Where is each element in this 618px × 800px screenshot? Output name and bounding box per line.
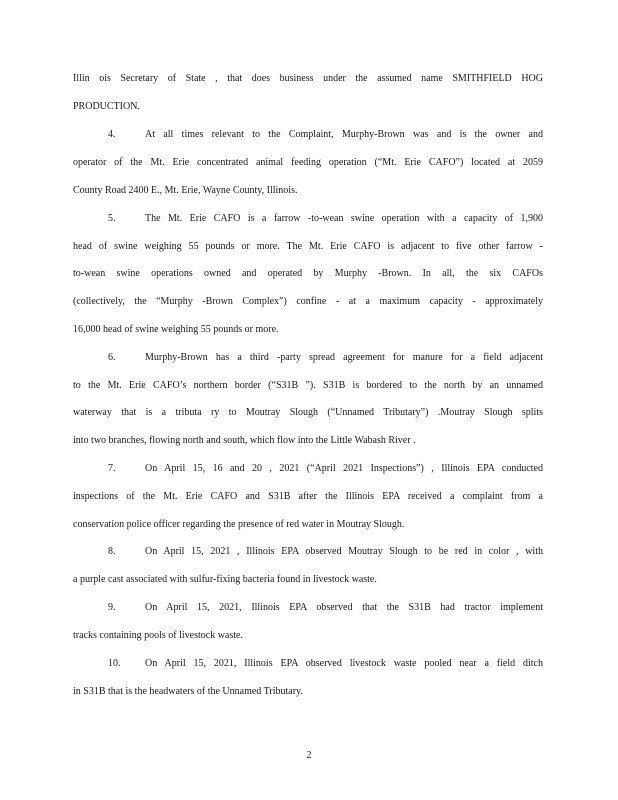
text-line: to-wean swine operations owned and operated by Murphy -Brown. In all, the six CAFOs <box>73 268 543 279</box>
text-line: inspections of the Mt. Erie CAFO and S31B after the Illinois EPA received a complaint from a <box>73 491 543 502</box>
paragraph-first-line: At all times relevant to the Complaint, Murphy-Brown was and is the owner and <box>145 129 543 140</box>
page-number: 2 <box>306 750 312 761</box>
text-line: tracks containing pools of livestock waste. <box>73 630 243 641</box>
paragraph-number: 9. <box>108 602 116 613</box>
paragraph-first-line: On April 15, 2021, Illinois EPA observed livestock waste pooled near a field ditch <box>145 658 543 669</box>
text-line: to the Mt. Erie CAFO’s northern border (“S31B ”). S31B is bordered to the north by an unnamed <box>73 380 543 391</box>
text-line: (collectively, the “Murphy -Brown Complex”) confine - at a maximum capacity - approximately <box>73 296 543 307</box>
text-line: into two branches, flowing north and south, which flow into the Little Wabash River . <box>73 435 416 446</box>
text-line: in S31B that is the headwaters of the Unnamed Tributary. <box>73 686 303 697</box>
paragraph-first-line: On April 15, 16 and 20 , 2021 (“April 2021 Inspections”) , Illinois EPA conducted <box>145 463 543 474</box>
text-line: operator of the Mt. Erie concentrated animal feeding operation (“Mt. Erie CAFO”) located at 2059 <box>73 157 543 168</box>
paragraph-number: 8. <box>108 546 116 557</box>
text-line: PRODUCTION. <box>73 101 140 112</box>
paragraph-first-line: Murphy-Brown has a third -party spread agreement for manure for a field adjacent <box>145 352 543 363</box>
paragraph-number: 10. <box>108 658 121 669</box>
text-line: 16,000 head of swine weighing 55 pounds or more. <box>73 324 279 335</box>
paragraph-number: 5. <box>108 213 116 224</box>
paragraph-number: 7. <box>108 463 116 474</box>
text-line: Illin ois Secretary of State , that does business under the assumed name SMITHFIELD HOG <box>73 73 543 84</box>
paragraph-first-line: On April 15, 2021 , Illinois EPA observed Moutray Slough to be red in color , with <box>145 546 543 557</box>
text-line: head of swine weighing 55 pounds or more. The Mt. Erie CAFO is adjacent to five other farrow - <box>73 241 543 252</box>
paragraph-number: 6. <box>108 352 116 363</box>
text-line: conservation police officer regarding the presence of red water in Moutray Slough. <box>73 519 405 530</box>
paragraph-first-line: On April 15, 2021, Illinois EPA observed that the S31B had tractor implement <box>145 602 543 613</box>
text-line: waterway that is a tributa ry to Moutray Slough (“Unnamed Tributary”) .Moutray Slough splits <box>73 407 543 418</box>
text-line: County Road 2400 E., Mt. Erie, Wayne County, Illinois. <box>73 185 298 196</box>
paragraph-number: 4. <box>108 129 116 140</box>
paragraph-first-line: The Mt. Erie CAFO is a farrow -to-wean swine operation with a capacity of 1,900 <box>145 213 543 224</box>
text-line: a purple cast associated with sulfur-fixing bacteria found in livestock waste. <box>73 574 377 585</box>
